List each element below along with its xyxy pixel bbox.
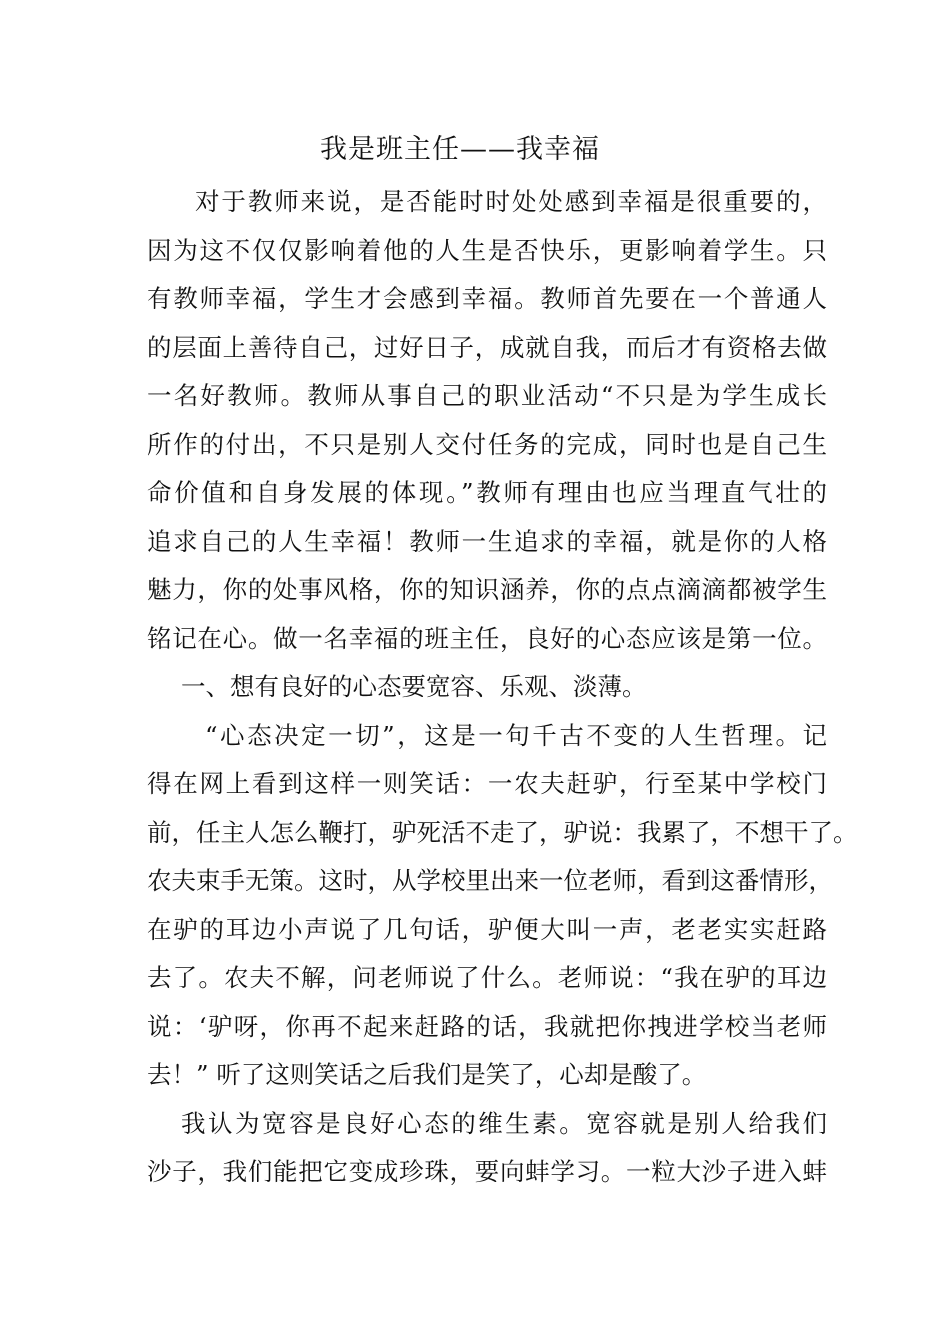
- text-line: 有教师幸福，学生才会感到幸福。教师首先要在一个普通人: [147, 284, 827, 313]
- text-line: 农夫束手无策。这时，从学校里出来一位老师，看到这番情形，: [147, 866, 833, 895]
- section-heading: 一、想有良好的心态要宽容、乐观、淡薄。: [181, 672, 647, 701]
- text-line: 在驴的耳边小声说了几句话，驴便大叫一声，老老实实赶路: [147, 914, 827, 944]
- document-body: [147, 178, 858, 1197]
- text-line: 对于教师来说，是否能时时处处感到幸福是很重要的，: [195, 187, 827, 216]
- text-line: 铭记在心。做一名幸福的班主任，良好的心态应该是第一位。: [147, 623, 827, 653]
- text-line: 一名好教师。教师从事自己的职业活动“不只是为学生成长: [147, 381, 827, 410]
- text-line: 所作的付出，不只是别人交付任务的完成，同时也是自己生: [147, 429, 827, 459]
- text-line: 因为这不仅仅影响着他的人生是否快乐，更影响着学生。只: [147, 235, 827, 265]
- text-line: 魅力，你的处事风格，你的知识涵养，你的点点滴滴都被学生: [147, 575, 827, 604]
- text-line: 我认为宽容是良好心态的维生素。宽容就是别人给我们: [181, 1108, 827, 1138]
- document-title: 我是班主任——我幸福: [320, 134, 600, 165]
- text-line: 沙子，我们能把它变成珍珠，要向蚌学习。一粒大沙子进入蚌: [147, 1157, 827, 1186]
- text-line: 说：‘驴呀，你再不起来赶路的话，我就把你拽进学校当老师: [147, 1011, 827, 1041]
- text-line: 去！” 听了这则笑话之后我们是笑了，心却是酸了。: [147, 1060, 707, 1089]
- text-line: 的层面上善待自己，过好日子，成就自我，而后才有资格去做: [147, 332, 827, 362]
- text-line: 得在网上看到这样一则笑话：一农夫赶驴，行至某中学校门: [147, 769, 827, 798]
- text-line: “心态决定一切”，这是一句千古不变的人生哲理。记: [205, 720, 827, 750]
- text-line: 去了。农夫不解，问老师说了什么。老师说：“我在驴的耳边: [147, 963, 827, 992]
- text-line: 前，任主人怎么鞭打，驴死活不走了，驴说：我累了，不想干了。: [147, 817, 858, 847]
- text-line: 命价值和自身发展的体现。”教师有理由也应当理直气壮的: [147, 478, 827, 507]
- text-line: 追求自己的人生幸福！教师一生追求的幸福，就是你的人格: [147, 526, 827, 556]
